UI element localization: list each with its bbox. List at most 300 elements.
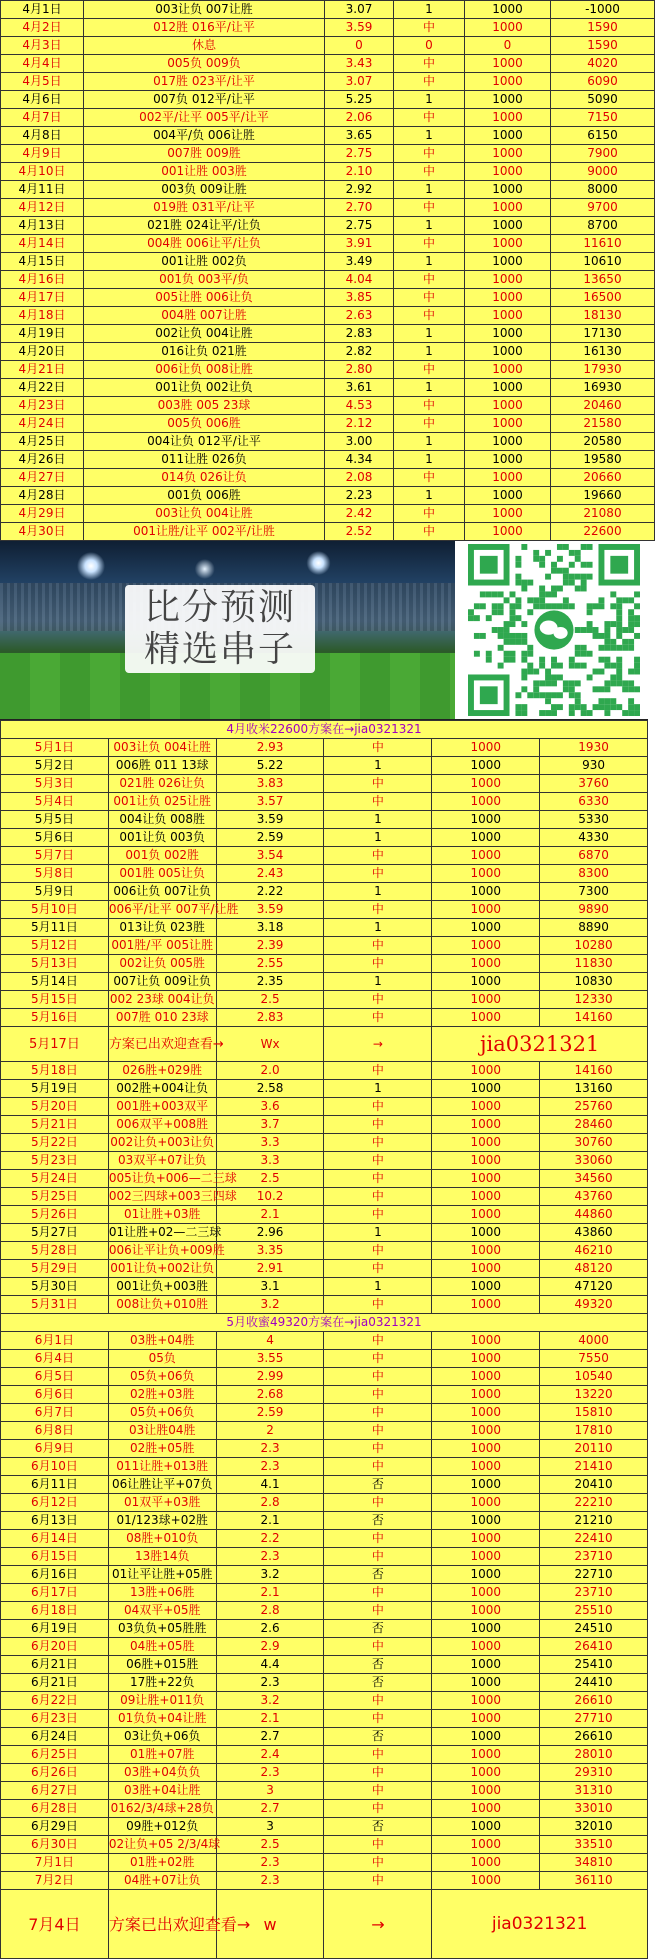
april-summary-row (1, 721, 648, 739)
table-row (1, 1080, 648, 1098)
row-date: 6月16日 (1, 1566, 109, 1584)
row-stake: 1000 (432, 1728, 540, 1746)
row-balance: 4020 (551, 55, 655, 73)
row-stake: 1000 (432, 1404, 540, 1422)
row-result: 1 (394, 451, 465, 469)
row-stake: 1000 (432, 1152, 540, 1170)
row-date: 4月1日 (1, 1, 84, 19)
row-balance: 8000 (551, 181, 655, 199)
row-match: 002胜+004让负 (108, 1080, 216, 1098)
row-match: 006让负 007让负 (108, 883, 216, 901)
row-match: 01让胜+02—二三球 (108, 1224, 216, 1242)
table-row (1, 865, 648, 883)
row-date: 6月20日 (1, 1638, 109, 1656)
row-match: 03胜+04胜 (108, 1332, 216, 1350)
promo-text: 方案已出欢迎查看→ (108, 1027, 216, 1062)
table-row (1, 217, 655, 235)
row-result: 中 (324, 793, 432, 811)
row-result: 中 (324, 991, 432, 1009)
row-match: 006让平让负+009胜 (108, 1242, 216, 1260)
row-date: 5月22日 (1, 1134, 109, 1152)
row-result: 中 (324, 1584, 432, 1602)
promo-wx-label: w (216, 1890, 324, 1959)
table-row (1, 1224, 648, 1242)
row-odds: 3.59 (216, 901, 324, 919)
table-row (1, 487, 655, 505)
row-stake: 1000 (432, 1296, 540, 1314)
row-date: 6月21日 (1, 1674, 109, 1692)
row-odds: 0 (325, 37, 394, 55)
row-date: 4月11日 (1, 181, 84, 199)
row-balance: 22600 (551, 523, 655, 541)
row-date: 6月15日 (1, 1548, 109, 1566)
row-balance: 44860 (540, 1206, 648, 1224)
row-stake: 1000 (432, 1494, 540, 1512)
row-match: 09胜+012负 (108, 1818, 216, 1836)
row-balance: 8300 (540, 865, 648, 883)
table-row (1, 289, 655, 307)
may-promo-row (1, 1027, 648, 1062)
row-match: 006平/让平 007平/让胜 (108, 901, 216, 919)
row-balance: 20110 (540, 1440, 648, 1458)
row-odds: 4.04 (325, 271, 394, 289)
table-row (1, 1620, 648, 1638)
row-stake: 1000 (465, 397, 551, 415)
row-date: 5月16日 (1, 1009, 109, 1027)
promo-date: 7月4日 (1, 1890, 109, 1959)
table-row (1, 145, 655, 163)
row-stake: 1000 (432, 955, 540, 973)
row-stake: 1000 (465, 55, 551, 73)
row-balance: 48120 (540, 1260, 648, 1278)
row-result: 否 (324, 1566, 432, 1584)
row-stake: 1000 (432, 1386, 540, 1404)
row-result: 中 (394, 163, 465, 181)
row-match: 007负 012平/让平 (84, 91, 325, 109)
table-row (1, 1746, 648, 1764)
row-odds: 2.92 (325, 181, 394, 199)
row-odds: 3.2 (216, 1566, 324, 1584)
row-date: 6月17日 (1, 1584, 109, 1602)
row-balance: 20660 (551, 469, 655, 487)
row-result: 中 (394, 523, 465, 541)
table-row (1, 163, 655, 181)
table-row (1, 325, 655, 343)
row-stake: 1000 (465, 199, 551, 217)
row-match: 002让负 004让胜 (84, 325, 325, 343)
row-stake: 1000 (465, 163, 551, 181)
table-row (1, 829, 648, 847)
row-result: 中 (324, 1800, 432, 1818)
row-balance: 33060 (540, 1152, 648, 1170)
stadium-lights (0, 551, 455, 581)
row-stake: 1000 (432, 1530, 540, 1548)
row-odds: 3.43 (325, 55, 394, 73)
row-result: 1 (394, 1, 465, 19)
row-stake: 1000 (432, 1854, 540, 1872)
row-result: 中 (324, 1009, 432, 1027)
row-odds: 3.07 (325, 1, 394, 19)
row-stake: 1000 (432, 901, 540, 919)
table-row (1, 37, 655, 55)
row-stake: 1000 (432, 1422, 540, 1440)
row-date: 5月4日 (1, 793, 109, 811)
row-match: 休息 (84, 37, 325, 55)
row-result: 中 (324, 1530, 432, 1548)
summary-text: 4月收米22600方案在→jia0321321 (1, 721, 648, 739)
row-balance: 4000 (540, 1332, 648, 1350)
row-stake: 1000 (432, 937, 540, 955)
table-row (1, 19, 655, 37)
row-result: 否 (324, 1728, 432, 1746)
row-balance: 43760 (540, 1188, 648, 1206)
promo-date: 5月17日 (1, 1027, 109, 1062)
row-odds: 2.8 (216, 1494, 324, 1512)
row-balance: 7550 (540, 1350, 648, 1368)
row-odds: 2.39 (216, 937, 324, 955)
row-balance: 36110 (540, 1872, 648, 1890)
row-date: 4月18日 (1, 307, 84, 325)
row-balance: 16500 (551, 289, 655, 307)
may-summary-row (1, 1314, 648, 1332)
table-row (1, 199, 655, 217)
row-stake: 1000 (432, 1818, 540, 1836)
row-stake: 1000 (465, 145, 551, 163)
row-balance: 20410 (540, 1476, 648, 1494)
table-row (1, 343, 655, 361)
row-balance: 7900 (551, 145, 655, 163)
row-result: 中 (324, 1422, 432, 1440)
row-stake: 1000 (432, 1692, 540, 1710)
row-balance: 49320 (540, 1296, 648, 1314)
row-odds: 3.83 (216, 775, 324, 793)
row-match: 01负负+04让胜 (108, 1710, 216, 1728)
row-balance: 7300 (540, 883, 648, 901)
row-match: 13胜14负 (108, 1548, 216, 1566)
row-odds: 2 (216, 1422, 324, 1440)
row-result: 1 (324, 829, 432, 847)
row-date: 5月31日 (1, 1296, 109, 1314)
row-match: 03双平+07让负 (108, 1152, 216, 1170)
row-balance: 6150 (551, 127, 655, 145)
row-result: 中 (324, 1296, 432, 1314)
row-stake: 1000 (465, 253, 551, 271)
row-date: 4月21日 (1, 361, 84, 379)
row-result: 否 (324, 1818, 432, 1836)
row-odds: 3.2 (216, 1296, 324, 1314)
row-date: 6月9日 (1, 1440, 109, 1458)
row-stake: 1000 (465, 433, 551, 451)
row-balance: 33510 (540, 1836, 648, 1854)
final-promo-row (1, 1890, 648, 1959)
row-date: 5月29日 (1, 1260, 109, 1278)
row-odds: 2.5 (216, 1836, 324, 1854)
table-row (1, 73, 655, 91)
row-result: 1 (394, 379, 465, 397)
row-match: 002平/让平 005平/让平 (84, 109, 325, 127)
row-match: 005负 009负 (84, 55, 325, 73)
row-odds: 2.83 (216, 1009, 324, 1027)
row-odds: 2.5 (216, 1170, 324, 1188)
row-result: 中 (394, 271, 465, 289)
row-balance: 21580 (551, 415, 655, 433)
row-stake: 1000 (432, 1098, 540, 1116)
row-result: 中 (324, 1260, 432, 1278)
table-row (1, 1818, 648, 1836)
table-row (1, 1368, 648, 1386)
row-match: 03负负+05胜胜 (108, 1620, 216, 1638)
row-balance: 43860 (540, 1224, 648, 1242)
row-odds: 3 (216, 1782, 324, 1800)
row-odds: 4.34 (325, 451, 394, 469)
row-match: 003胜 005 23球 (84, 397, 325, 415)
row-date: 4月10日 (1, 163, 84, 181)
row-date: 6月30日 (1, 1836, 109, 1854)
row-balance: 18130 (551, 307, 655, 325)
row-match: 02胜+05胜 (108, 1440, 216, 1458)
row-match: 09让胜+011负 (108, 1692, 216, 1710)
row-stake: 1000 (432, 1242, 540, 1260)
table-row (1, 1494, 648, 1512)
row-odds: 2.3 (216, 1764, 324, 1782)
row-match: 004胜 007让胜 (84, 307, 325, 325)
row-result: 中 (324, 1062, 432, 1080)
row-stake: 1000 (432, 865, 540, 883)
row-date: 4月4日 (1, 55, 84, 73)
promo-banner (0, 541, 648, 720)
row-match: 003让负 007让胜 (84, 1, 325, 19)
row-stake: 1000 (432, 829, 540, 847)
row-odds: 2.3 (216, 1674, 324, 1692)
row-date: 4月16日 (1, 271, 84, 289)
row-result: 中 (324, 739, 432, 757)
row-match: 05负+06负 (108, 1404, 216, 1422)
row-date: 4月26日 (1, 451, 84, 469)
row-balance: 28460 (540, 1116, 648, 1134)
row-match: 001负 002胜 (108, 847, 216, 865)
row-odds: 3.49 (325, 253, 394, 271)
row-date: 4月6日 (1, 91, 84, 109)
row-date: 5月21日 (1, 1116, 109, 1134)
row-stake: 1000 (432, 883, 540, 901)
table-row (1, 397, 655, 415)
row-match: 001胜 005让负 (108, 865, 216, 883)
table-row (1, 901, 648, 919)
row-match: 06让胜让平+07负 (108, 1476, 216, 1494)
row-match: 01让平让胜+05胜 (108, 1566, 216, 1584)
row-odds: 3 (216, 1818, 324, 1836)
row-date: 6月14日 (1, 1530, 109, 1548)
row-balance: 24510 (540, 1620, 648, 1638)
row-odds: 2.4 (216, 1746, 324, 1764)
row-balance: 30760 (540, 1134, 648, 1152)
table-row (1, 1440, 648, 1458)
row-date: 6月23日 (1, 1710, 109, 1728)
row-match: 002 23球 004让负 (108, 991, 216, 1009)
table-row (1, 1242, 648, 1260)
row-odds: 2.42 (325, 505, 394, 523)
table-row (1, 361, 655, 379)
row-stake: 1000 (432, 919, 540, 937)
table-row (1, 1476, 648, 1494)
row-match: 04双平+05胜 (108, 1602, 216, 1620)
table-row (1, 757, 648, 775)
row-date: 4月7日 (1, 109, 84, 127)
row-date: 5月30日 (1, 1278, 109, 1296)
row-result: 中 (324, 1638, 432, 1656)
table-row (1, 1350, 648, 1368)
row-date: 6月13日 (1, 1512, 109, 1530)
row-result: 1 (324, 757, 432, 775)
row-odds: 3.59 (325, 19, 394, 37)
row-match: 002让负+003让负 (108, 1134, 216, 1152)
row-match: 002三四球+003三四球 (108, 1188, 216, 1206)
row-balance: 6090 (551, 73, 655, 91)
row-result: 1 (394, 487, 465, 505)
row-odds: 3.85 (325, 289, 394, 307)
row-stake: 1000 (432, 1836, 540, 1854)
table-row (1, 1188, 648, 1206)
row-stake: 1000 (465, 73, 551, 91)
row-date: 6月25日 (1, 1746, 109, 1764)
row-date: 4月28日 (1, 487, 84, 505)
row-balance: 17930 (551, 361, 655, 379)
row-odds: 2.35 (216, 973, 324, 991)
row-match: 001让负 025让胜 (108, 793, 216, 811)
row-balance: 9890 (540, 901, 648, 919)
row-result: 中 (324, 1494, 432, 1512)
row-result: 中 (394, 145, 465, 163)
row-stake: 1000 (465, 325, 551, 343)
row-balance: 21080 (551, 505, 655, 523)
row-stake: 1000 (465, 289, 551, 307)
row-stake: 1000 (465, 127, 551, 145)
row-result: 中 (324, 1206, 432, 1224)
row-stake: 1000 (432, 1800, 540, 1818)
row-date: 6月10日 (1, 1458, 109, 1476)
row-balance: 3760 (540, 775, 648, 793)
table-row (1, 379, 655, 397)
row-result: 中 (324, 847, 432, 865)
row-balance: 19660 (551, 487, 655, 505)
row-stake: 1000 (432, 1062, 540, 1080)
table-row (1, 1332, 648, 1350)
row-match: 007胜 009胜 (84, 145, 325, 163)
row-odds: 2.9 (216, 1638, 324, 1656)
row-match: 04胜+05胜 (108, 1638, 216, 1656)
table-row (1, 1, 655, 19)
row-date: 4月8日 (1, 127, 84, 145)
row-match: 011让胜+013胜 (108, 1458, 216, 1476)
row-stake: 1000 (432, 1116, 540, 1134)
table-row (1, 1296, 648, 1314)
row-odds: 2.08 (325, 469, 394, 487)
table-row (1, 1062, 648, 1080)
row-result: 否 (324, 1656, 432, 1674)
row-balance: 930 (540, 757, 648, 775)
row-balance: 26610 (540, 1692, 648, 1710)
row-stake: 1000 (432, 1188, 540, 1206)
table-row (1, 451, 655, 469)
row-odds: 3.1 (216, 1278, 324, 1296)
row-date: 4月15日 (1, 253, 84, 271)
row-stake: 0 (465, 37, 551, 55)
table-row (1, 811, 648, 829)
row-match: 17胜+22负 (108, 1674, 216, 1692)
row-stake: 1000 (465, 361, 551, 379)
row-result: 中 (324, 775, 432, 793)
row-odds: 2.3 (216, 1458, 324, 1476)
row-result: 中 (324, 865, 432, 883)
row-balance: 29310 (540, 1764, 648, 1782)
row-match: 001让胜 002负 (84, 253, 325, 271)
table-row (1, 1152, 648, 1170)
row-date: 6月8日 (1, 1422, 109, 1440)
row-balance: 21410 (540, 1458, 648, 1476)
row-date: 5月25日 (1, 1188, 109, 1206)
row-match: 001胜+003双平 (108, 1098, 216, 1116)
row-match: 08胜+010负 (108, 1530, 216, 1548)
table-row (1, 883, 648, 901)
row-balance: 22210 (540, 1494, 648, 1512)
row-stake: 1000 (432, 1548, 540, 1566)
table-row (1, 739, 648, 757)
row-date: 5月13日 (1, 955, 109, 973)
row-match: 001让负+002让负 (108, 1260, 216, 1278)
row-odds: 2.3 (216, 1854, 324, 1872)
row-stake: 1000 (432, 1782, 540, 1800)
row-match: 0162/3/4球+28负 (108, 1800, 216, 1818)
row-stake: 1000 (432, 991, 540, 1009)
row-result: 中 (324, 1782, 432, 1800)
qr-panel (455, 541, 648, 719)
row-date: 6月11日 (1, 1476, 109, 1494)
row-match: 004让负 008胜 (108, 811, 216, 829)
row-date: 4月27日 (1, 469, 84, 487)
row-match: 002让负 005胜 (108, 955, 216, 973)
row-stake: 1000 (432, 1746, 540, 1764)
row-date: 6月12日 (1, 1494, 109, 1512)
row-odds: 3.07 (325, 73, 394, 91)
row-odds: 2.8 (216, 1602, 324, 1620)
banner-title-line2: 精选串子 (143, 629, 296, 670)
table-row (1, 1458, 648, 1476)
row-balance: 25760 (540, 1098, 648, 1116)
row-balance: 23710 (540, 1548, 648, 1566)
row-result: 中 (394, 415, 465, 433)
row-date: 5月6日 (1, 829, 109, 847)
may-june-table (0, 720, 648, 1959)
promo-arrow: → (324, 1890, 432, 1959)
table-row (1, 1566, 648, 1584)
row-result: 1 (394, 91, 465, 109)
row-date: 5月12日 (1, 937, 109, 955)
row-balance: 13650 (551, 271, 655, 289)
row-odds: 3.3 (216, 1134, 324, 1152)
row-result: 1 (324, 811, 432, 829)
row-date: 6月5日 (1, 1368, 109, 1386)
row-date: 5月18日 (1, 1062, 109, 1080)
row-match: 001让负 003负 (108, 829, 216, 847)
row-result: 中 (394, 199, 465, 217)
row-balance: 12330 (540, 991, 648, 1009)
banner-title-line1: 比分预测 (143, 587, 296, 628)
wechat-qr-code-icon (468, 544, 640, 716)
row-balance: 10280 (540, 937, 648, 955)
row-date: 5月15日 (1, 991, 109, 1009)
row-stake: 1000 (465, 217, 551, 235)
row-balance: -1000 (551, 1, 655, 19)
